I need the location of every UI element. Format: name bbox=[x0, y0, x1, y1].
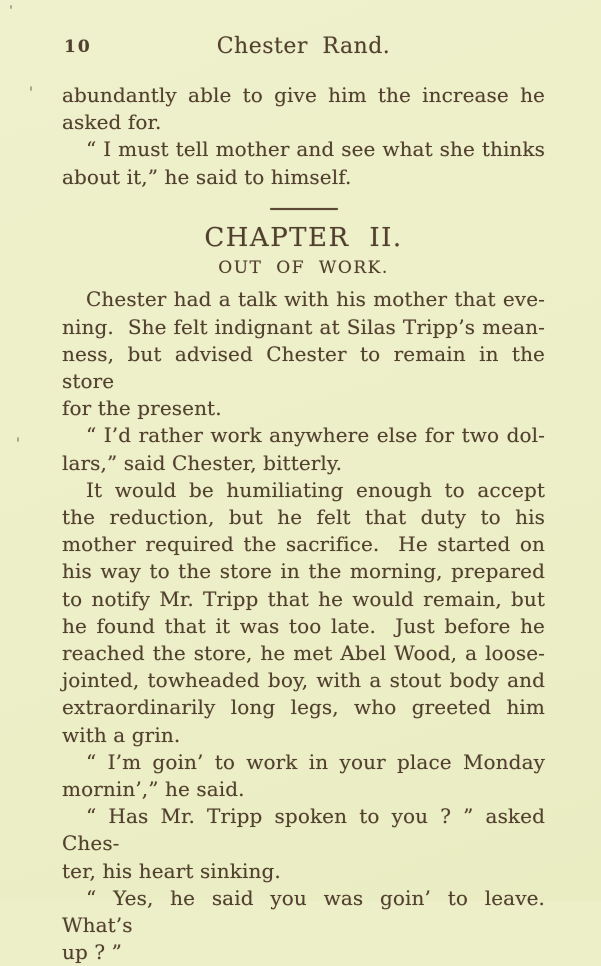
section-divider bbox=[270, 208, 338, 211]
paragraph bbox=[62, 749, 558, 966]
text-line: It would be humiliating enough to accept bbox=[86, 477, 545, 502]
page-header bbox=[62, 34, 545, 58]
chapter-subtitle: OUT OF WORK. bbox=[218, 258, 389, 279]
text-line: “ I’d rather work anywhere else for two dol- bbox=[86, 423, 545, 448]
paragraph bbox=[62, 286, 552, 422]
text-line: reached the store, he met Abel Wood, a loose- bbox=[62, 640, 545, 665]
text-line: “ I must tell mother and see what she thinks bbox=[86, 137, 545, 162]
text-line: ning. She felt indignant at Silas Tripp’s mean- bbox=[62, 314, 545, 339]
ink-speck bbox=[30, 86, 32, 91]
text-line: jointed, towheaded boy, with a stout body and bbox=[62, 668, 545, 693]
page-body bbox=[62, 82, 558, 966]
paragraph bbox=[62, 477, 545, 749]
text-line: abundantly able to give him the increase he bbox=[62, 83, 545, 107]
text-line: mornin’,” he said. bbox=[62, 776, 245, 801]
paragraph bbox=[62, 82, 545, 136]
text-line: “ Has Mr. Tripp spoken to you ? ” asked Ches- bbox=[62, 804, 552, 856]
text-line: he found that it was too late. Just before he bbox=[62, 613, 545, 638]
text-line: ness, but advised Chester to remain in the store bbox=[62, 341, 552, 393]
text-line: lars,” said Chester, bitterly. bbox=[62, 450, 343, 475]
text-line: his way to the store in the morning, prepared bbox=[62, 559, 545, 584]
ink-speck bbox=[10, 5, 12, 9]
text-line: extraordinarily long legs, who greeted him bbox=[62, 695, 545, 720]
text-line: asked for. bbox=[62, 110, 162, 135]
running-title: Chester Rand. bbox=[216, 34, 391, 59]
text-line: to notify Mr. Tripp that he would remain, but bbox=[62, 586, 545, 611]
text-line: the reduction, but he felt that duty to his bbox=[62, 504, 545, 529]
text-line: “ I’m goin’ to work in your place Monday bbox=[86, 749, 545, 774]
chapter-heading: CHAPTER II. bbox=[204, 223, 403, 254]
text-line: ter, his heart sinking. bbox=[62, 858, 281, 883]
text-line: about it,” he said to himself. bbox=[62, 164, 352, 189]
paragraph bbox=[62, 136, 545, 190]
text-line: Chester had a talk with his mother that eve- bbox=[86, 287, 545, 312]
text-line: “ Yes, he said you was goin’ to leave. What’s bbox=[62, 885, 558, 937]
paragraph bbox=[62, 422, 545, 476]
ink-speck bbox=[17, 437, 19, 442]
text-line: up ? ” bbox=[62, 940, 122, 965]
page-number: 10 bbox=[64, 37, 92, 57]
text-line: for the present. bbox=[62, 396, 222, 421]
text-line: mother required the sacrifice. He started on bbox=[62, 532, 545, 557]
text-line: with a grin. bbox=[62, 722, 181, 747]
